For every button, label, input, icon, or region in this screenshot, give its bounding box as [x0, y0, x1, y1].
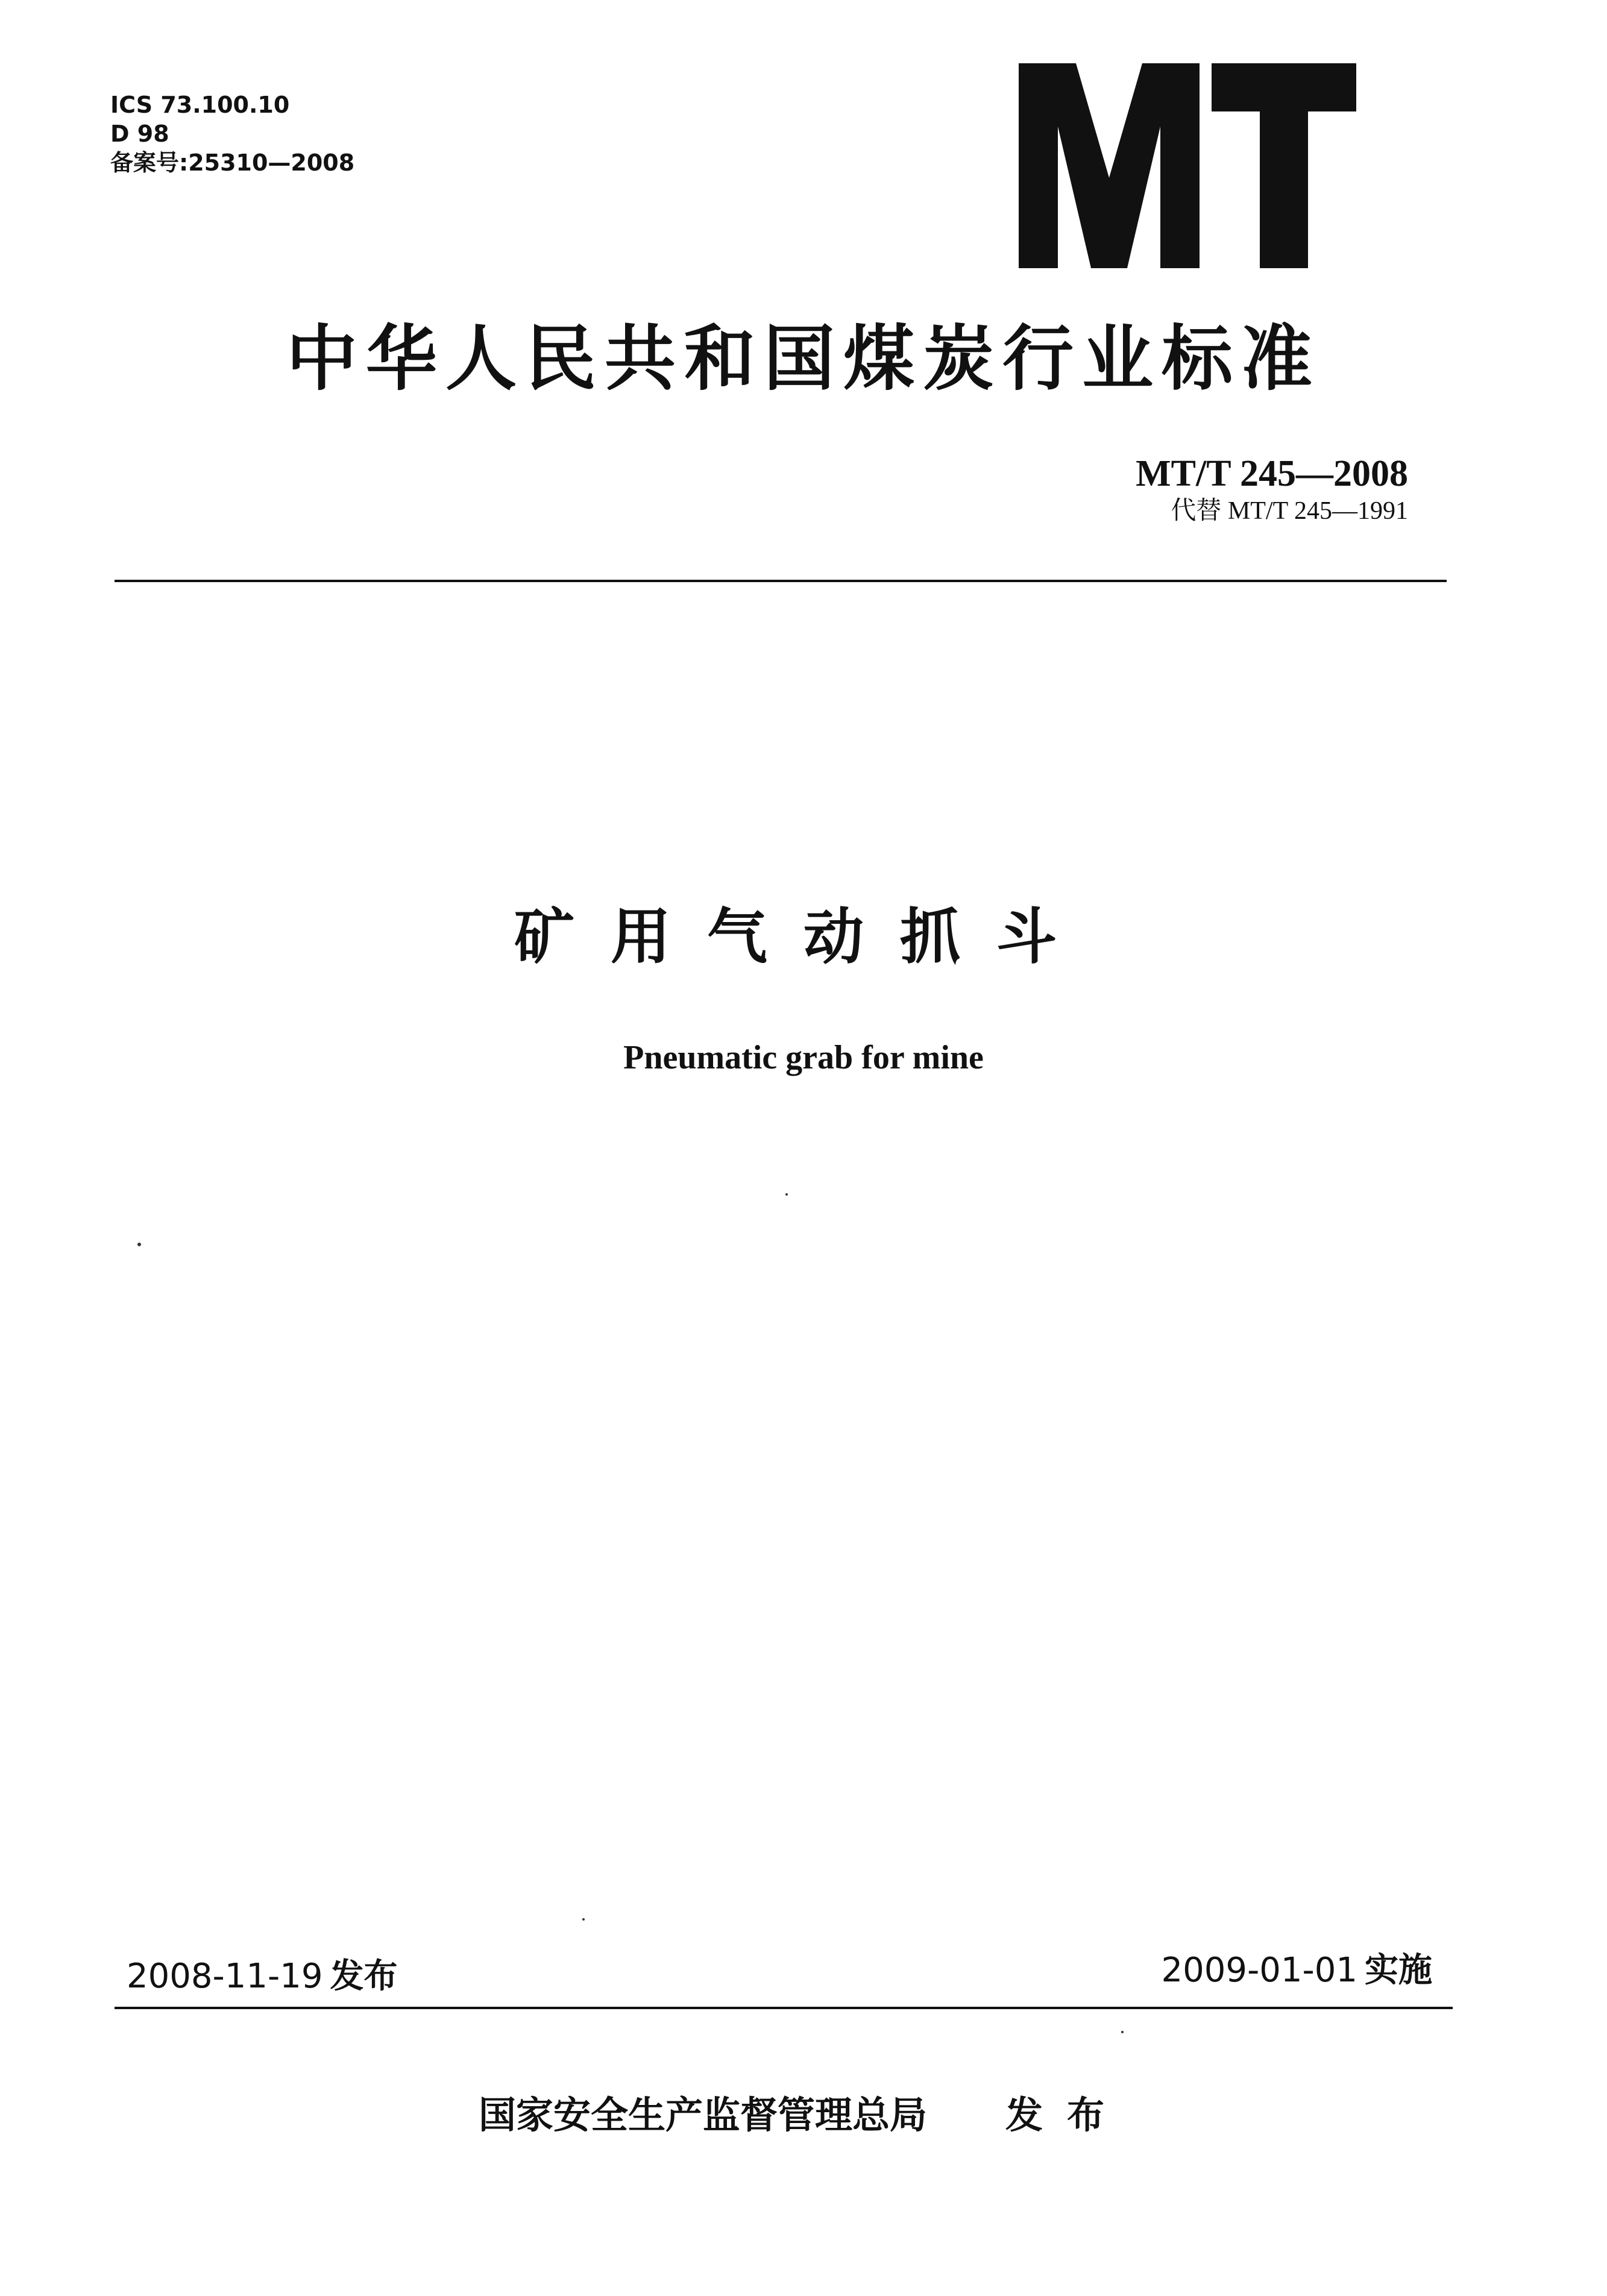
document-title-english: Pneumatic grab for mine — [623, 1039, 984, 1076]
implementation-date: 2009-01-01 — [1161, 1951, 1357, 1990]
document-title-chinese: 矿用气动抓斗 — [514, 902, 1093, 972]
scan-speck — [1121, 2031, 1124, 2033]
mt-logo — [1019, 63, 1356, 268]
classification-block — [110, 90, 354, 177]
scan-speck — [582, 1918, 585, 1921]
standard-code-block — [1136, 452, 1408, 527]
standard-series-title: 中华人民共和国煤炭行业标准 — [286, 317, 1321, 400]
scan-speck — [137, 1243, 141, 1246]
ics-code: ICS 73.100.10 — [110, 92, 290, 118]
implementation-label: 实施 — [1365, 1951, 1432, 1990]
replaced-standard: 代替 MT/T 245—1991 — [1171, 497, 1408, 525]
mt-logo-glyphs — [1019, 63, 1356, 268]
header-divider — [115, 580, 1447, 582]
ccs-code: D 98 — [110, 121, 169, 147]
standard-number: MT/T 245—2008 — [1136, 453, 1408, 494]
scan-speck — [785, 1193, 788, 1196]
issue-date: 2008-11-19 — [127, 1957, 323, 1996]
publisher-line — [0, 2091, 1607, 2139]
publisher-action: 发布 — [1005, 2093, 1129, 2137]
filing-number: 备案号:25310—2008 — [110, 149, 355, 176]
issue-date-line — [127, 1956, 397, 1998]
footer-divider — [115, 2007, 1453, 2009]
issue-label: 发布 — [330, 1957, 398, 1996]
publisher-name: 国家安全生产监督管理总局 — [478, 2093, 927, 2137]
implementation-date-line — [1162, 1949, 1432, 1992]
